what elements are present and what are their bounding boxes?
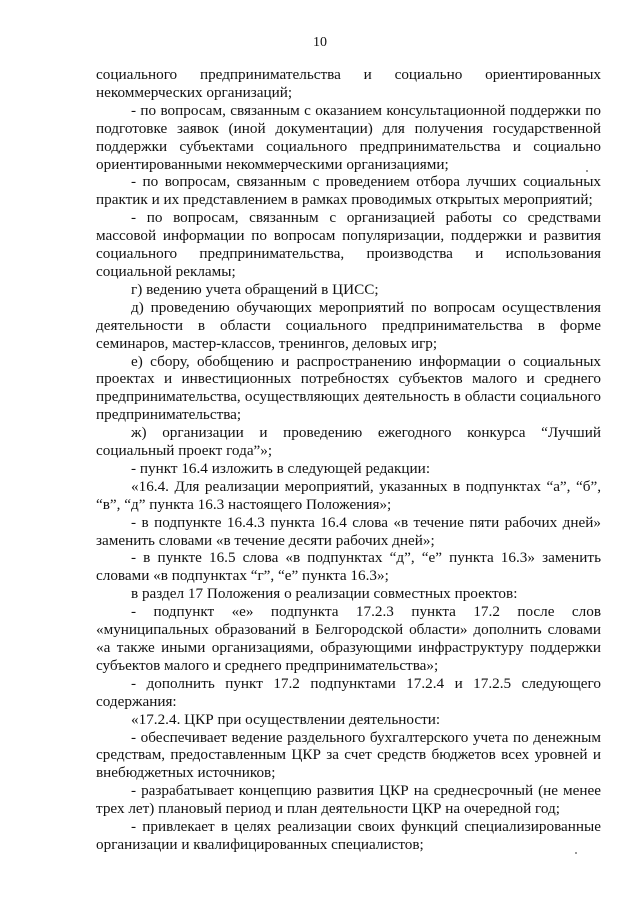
paragraph: д) проведению обучающих мероприятий по вопросам осуществления деятельности в области социального предпринимательства в форме семинаров, мастер-классов, тренингов, деловых игр; (96, 298, 601, 352)
paragraph: - пункт 16.4 изложить в следующей редакции: (131, 459, 431, 477)
paragraph: ж) организации и проведению ежегодного конкурса “Лучший социальный проект года”»; (96, 424, 601, 460)
paragraph: г) ведению учета обращений в ЦИСС; (131, 280, 379, 298)
paragraph: - разрабатывает концепцию развития ЦКР на среднесрочный (не менее трех лет) плановый период и план деятельности ЦКР на очередной год; (96, 782, 601, 818)
paragraph: «17.2.4. ЦКР при осуществлении деятельности: (131, 710, 441, 728)
scan-speck (575, 852, 577, 854)
paragraph: - привлекает в целях реализации своих функций специализированные организации и квалифицированных специалистов; (96, 818, 601, 853)
paragraph: - дополнить пункт 17.2 подпунктами 17.2.4 и 17.2.5 следующего содержания: (96, 674, 601, 710)
paragraph: - по вопросам, связанным с организацией работы со средствами массовой информации по вопросам популяризации, поддержки и развития социального предпринимательства, производства и использования социальной рекламы; (96, 209, 601, 280)
paragraph: - подпункт «е» подпункта 17.2.3 пункта 17.2 после слов «муниципальных образований в Белгородской области» дополнить словами «а также иными организациями, образующими инфраструктуру поддержки субъектов малого и среднего предпринимательства»; (96, 603, 601, 674)
paragraph: социального предпринимательства и социально ориентированных некоммерческих организаций; (96, 66, 601, 101)
paragraph: - в пункте 16.5 слова «в подпунктах “д”, “е” пункта 16.3» заменить словами «в подпунктах “г”, “е” пункта 16.3»; (96, 549, 601, 585)
paragraph: - по вопросам, связанным с оказанием консультационной поддержки по подготовке заявок (иной документации) для получения государственной поддержки субъектами социального предпринимательства и социально ориентированными некоммерческими организациями; (96, 101, 601, 173)
paragraph: - по вопросам, связанным с проведением отбора лучших социальных практик и их представлением в рамках проводимых открытых мероприятий; (96, 173, 601, 209)
paragraph: е) сбору, обобщению и распространению информации о социальных проектах и инвестиционных потребностях субъектов малого и среднего предпринимательства, осуществляющих деятельность в области социального предпринимательства; (96, 352, 601, 424)
paragraph: «16.4. Для реализации мероприятий, указанных в подпунктах “а”, “б”, “в”, “д” пункта 16.3 настоящего Положения»; (96, 477, 601, 513)
paragraph: в раздел 17 Положения о реализации совместных проектов: (131, 585, 518, 603)
scan-speck (586, 170, 588, 172)
paragraph: - в подпункте 16.4.3 пункта 16.4 слова «в течение пяти рабочих дней» заменить словами «в течение десяти рабочих дней»; (96, 513, 601, 549)
page-number: 10 (313, 35, 327, 50)
document-body (96, 66, 601, 854)
paragraph: - обеспечивает ведение раздельного бухгалтерского учета по денежным средствам, предоставленным ЦКР за счет средств бюджетов всех уровней и внебюджетных источников; (96, 728, 601, 782)
